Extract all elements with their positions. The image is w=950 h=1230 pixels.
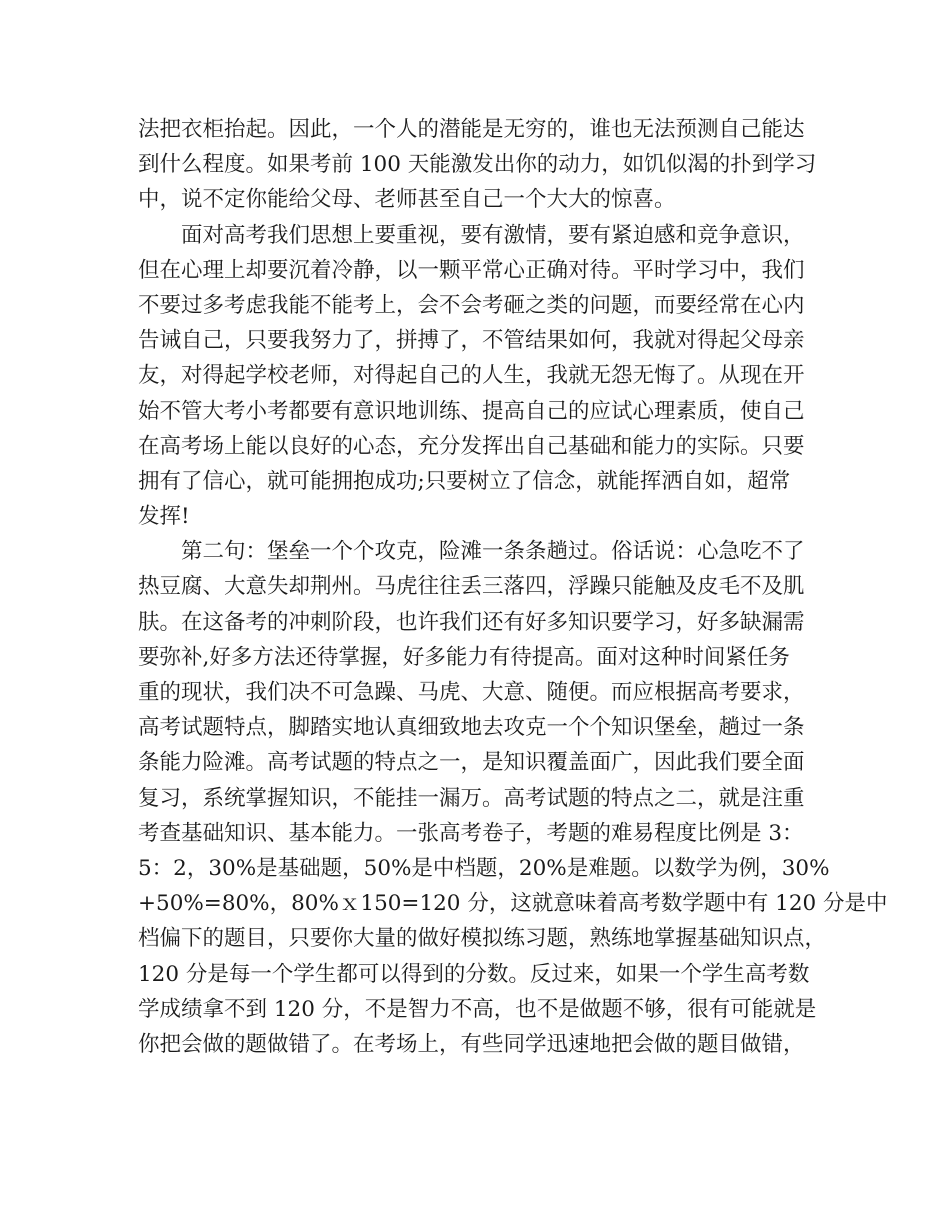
- text-line: 档偏下的题目，只要你大量的做好模拟练习题，熟练地掌握基础知识点，: [138, 926, 827, 952]
- text-line: 条能力险滩。高考试题的特点之一，是知识覆盖面广，因此我们要全面: [138, 750, 805, 776]
- text-line: 拥有了信心，就可能拥抱成功;只要树立了信念，就能挥洒自如，超常: [138, 468, 791, 494]
- text-line: 不要过多考虑我能不能考上，会不会考砸之类的问题，而要经常在心内: [138, 292, 805, 318]
- text-line: 但在心理上却要沉着冷静，以一颗平常心正确对待。平时学习中，我们: [138, 257, 805, 283]
- text-line: 肤。在这备考的冲刺阶段，也许我们还有好多知识要学习，好多缺漏需: [138, 609, 805, 635]
- text-line: 始不管大考小考都要有意识地训练、提高自己的应试心理素质，使自己: [138, 398, 805, 424]
- text-line: +50%=80%，80%ｘ150=120 分，这就意味着高考数学题中有 120 分是中: [138, 891, 888, 917]
- text-line: 热豆腐、大意失却荆州。马虎往往丢三落四，浮躁只能触及皮毛不及肌: [138, 574, 805, 600]
- paragraph-first-line: 第二句：堡垒一个个攻克，险滩一条条趟过。俗话说：心急吃不了: [181, 539, 805, 565]
- body-text: [138, 112, 888, 1062]
- text-line: 你把会做的题做错了。在考场上，有些同学迅速地把会做的题目做错，: [138, 1031, 805, 1057]
- text-line: 高考试题特点，脚踏实地认真细致地去攻克一个个知识堡垒，趟过一条: [138, 715, 805, 741]
- text-line: 在高考场上能以良好的心态，充分发挥出自己基础和能力的实际。只要: [138, 433, 805, 459]
- text-line: 考查基础知识、基本能力。一张高考卷子，考题的难易程度比例是 3：: [138, 820, 804, 846]
- paragraph-first-line: 面对高考我们思想上要重视，要有激情，要有紧迫感和竞争意识，: [181, 222, 805, 248]
- text-line: 中，说不定你能给父母、老师甚至自己一个大大的惊喜。: [138, 187, 676, 213]
- text-line: 到什么程度。如果考前 100 天能激发出你的动力，如饥似渴的扑到学习: [138, 152, 817, 178]
- text-line: 要弥补,好多方法还待掌握，好多能力有待提高。面对这种时间紧任务: [138, 644, 790, 670]
- text-line: 复习，系统掌握知识，不能挂一漏万。高考试题的特点之二，就是注重: [138, 785, 805, 811]
- text-line: 友，对得起学校老师，对得起自己的人生，我就无怨无悔了。从现在开: [138, 363, 805, 389]
- text-line: 发挥!: [138, 504, 190, 530]
- text-line: 重的现状，我们决不可急躁、马虎、大意、随便。而应根据高考要求，: [138, 680, 805, 705]
- text-line: 120 分是每一个学生都可以得到的分数。反过来，如果一个学生高考数: [138, 961, 810, 987]
- text-line: 学成绩拿不到 120 分，不是智力不高，也不是做题不够，很有可能就是: [138, 996, 817, 1022]
- text-line: 告诫自己，只要我努力了，拼搏了，不管结果如何，我就对得起父母亲: [138, 328, 805, 354]
- text-line: 法把衣柜抬起。因此，一个人的潜能是无穷的，谁也无法预测自己能达: [138, 117, 805, 142]
- text-line: 5：2，30%是基础题，50%是中档题，20%是难题。以数学为例，30%: [138, 855, 830, 881]
